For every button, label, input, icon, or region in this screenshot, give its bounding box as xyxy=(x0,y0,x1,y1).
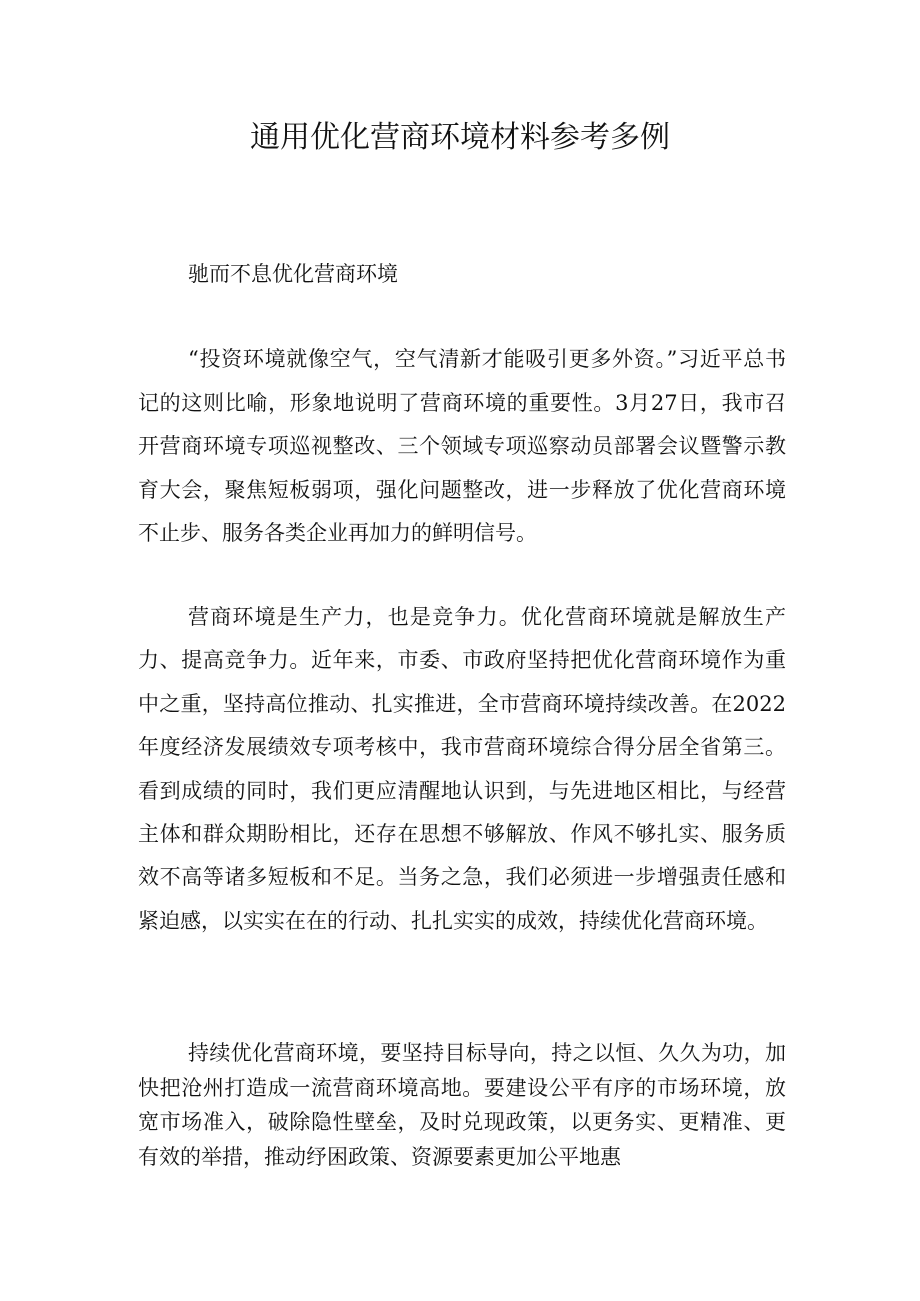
paragraph-1: “投资环境就像空气，空气清新才能吸引更多外资。”习近平总书记的这则比喻，形象地说明了营商环境的重要性。3月27日，我市召开营商环境专项巡视整改、三个领域专项巡察动员部署会议暨警示教育大会，聚焦短板弱项，强化问题整改，进一步释放了优化营商环境不止步、服务各类企业再加力的鲜明信号。 xyxy=(138,347,786,545)
paragraph-3: 持续优化营商环境，要坚持目标导向，持之以恒、久久为功，加快把沧州打造成一流营商环境高地。要建设公平有序的市场环境，放宽市场准入，破除隐性壁垒，及时兑现政策，以更务实、更精准、更有效的举措，推动纾困政策、资源要素更加公平地惠 xyxy=(138,1041,786,1169)
paragraph-2: 营商环境是生产力，也是竞争力。优化营商环境就是解放生产力、提高竞争力。近年来，市委、市政府坚持把优化营商环境作为重中之重，坚持高位推动、扎实推进，全市营商环境持续改善。在2022年度经济发展绩效专项考核中，我市营商环境综合得分居全省第三。看到成绩的同时，我们更应清醒地认识到，与先进地区相比，与经营主体和群众期盼相比，还存在思想不够解放、作风不够扎实、服务质效不高等诸多短板和不足。当务之急，我们必须进一步增强责任感和紧迫感，以实实在在的行动、扎扎实实的成效，持续优化营商环境。 xyxy=(138,605,786,933)
document-title: 通用优化营商环境材料参考多例 xyxy=(250,120,670,155)
section-heading: 驰而不息优化营商环境 xyxy=(188,262,398,286)
